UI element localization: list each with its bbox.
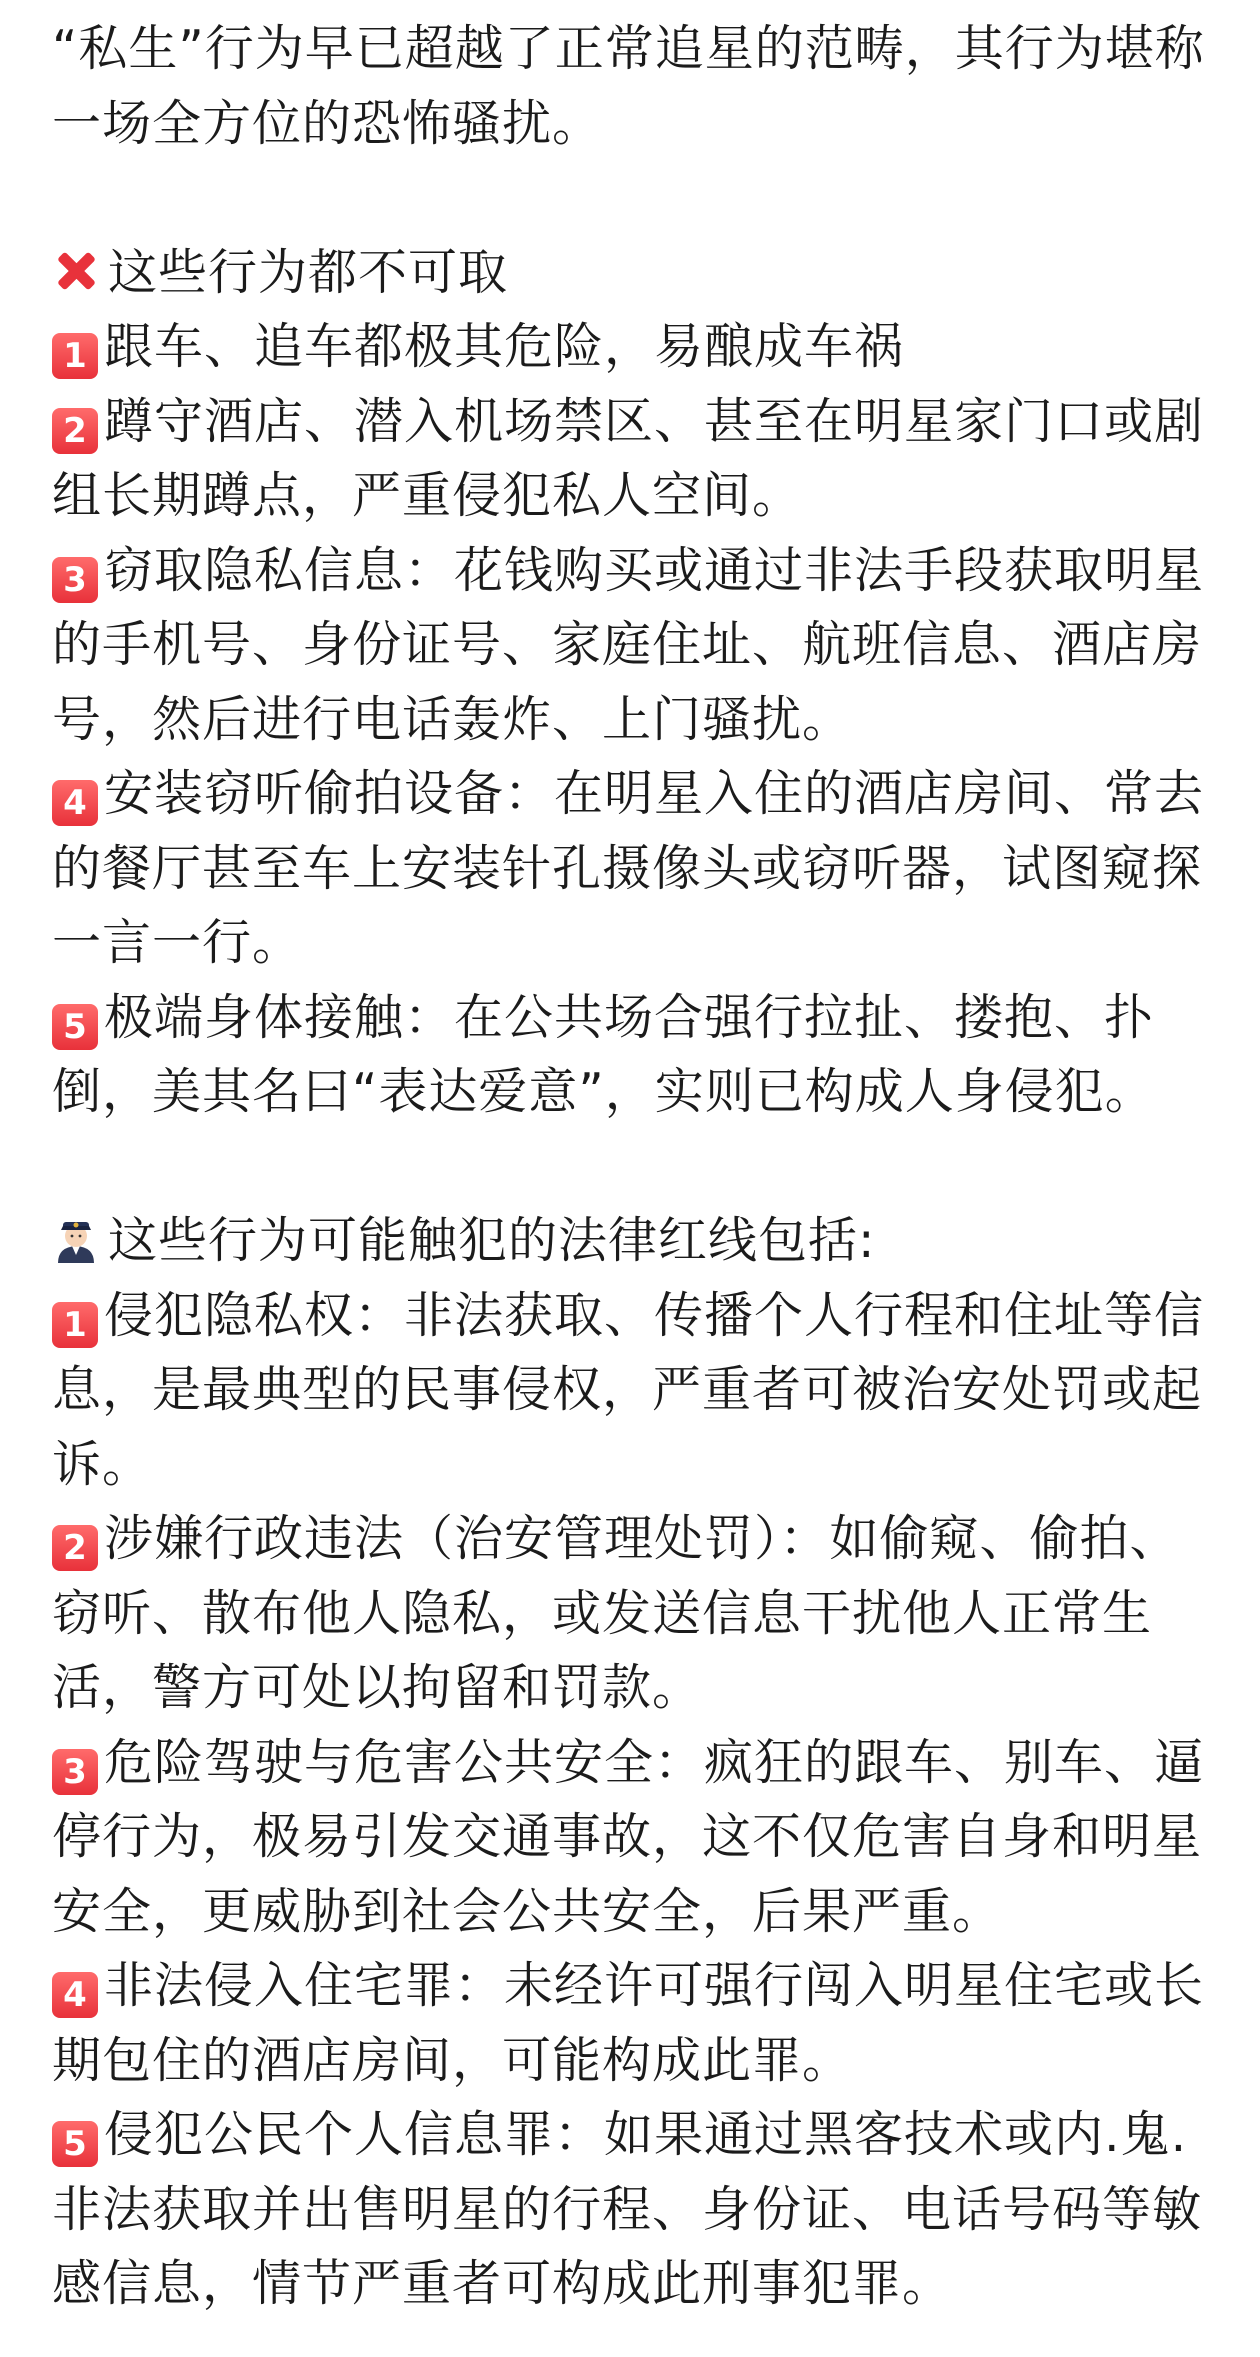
blank-line [52, 161, 1212, 236]
list-item-text: 蹲守酒店、潜入机场禁区、甚至在明星家门口或剧组长期蹲点，严重侵犯私人空间。 [52, 392, 1205, 524]
list-item [52, 1502, 1212, 1726]
cross-mark-icon [52, 247, 100, 295]
list-item-text: 危险驾驶与危害公共安全：疯狂的跟车、别车、逼停行为，极易引发交通事故，这不仅危害自身和明星安全，更威胁到社会公共安全，后果严重。 [52, 1733, 1205, 1940]
list-item [52, 310, 1212, 385]
police-officer-icon [52, 1212, 100, 1264]
list-item [52, 1279, 1212, 1503]
keycap-4-icon: 4 [52, 1972, 98, 2018]
keycap-5-icon: 5 [52, 2121, 98, 2167]
keycap-1-icon: 1 [52, 333, 98, 379]
list-item [52, 1949, 1212, 2098]
list-item-text: 侵犯公民个人信息罪：如果通过黑客技术或内.鬼.非法获取并出售明星的行程、身份证、电话号码等敏感信息，情节严重者可构成此刑事犯罪。 [52, 2106, 1203, 2312]
intro-paragraph: “私生”行为早已超越了正常追星的范畴，其行为堪称一场全方位的恐怖骚扰。 [52, 20, 1205, 152]
list-item-text: 跟车、追车都极其危险，易酿成车祸 [104, 318, 905, 375]
list-item-text: 涉嫌行政违法（治安管理处罚）：如偷窥、偷拍、窃听、散布他人隐私，或发送信息干扰他人正常生活，警方可处以拘留和罚款。 [52, 1510, 1180, 1716]
list-item-text: 极端身体接触：在公共场合强行拉扯、搂抱、扑倒，美其名曰“表达爱意”，实则已构成人身侵犯。 [52, 988, 1155, 1120]
keycap-4-icon: 4 [52, 780, 98, 826]
list-item-text: 窃取隐私信息：花钱购买或通过非法手段获取明星的手机号、身份证号、家庭住址、航班信息、酒店房号，然后进行电话轰炸、上门骚扰。 [52, 541, 1205, 748]
keycap-3-icon: 3 [52, 1749, 98, 1795]
list-item [52, 2098, 1212, 2322]
blank-line [52, 1130, 1212, 1205]
list-item-text: 非法侵入住宅罪：未经许可强行闯入明星住宅或长期包住的酒店房间，可能构成此罪。 [52, 1957, 1205, 2089]
list-item [52, 534, 1212, 758]
section2-heading [52, 1204, 1212, 1279]
keycap-2-icon: 2 [52, 1525, 98, 1571]
list-item-text: 侵犯隐私权：非法获取、传播个人行程和住址等信息，是最典型的民事侵权，严重者可被治安处罚或起诉。 [52, 1286, 1205, 1493]
article-body [52, 12, 1212, 2322]
list-item [52, 385, 1212, 534]
keycap-1-icon: 1 [52, 1302, 98, 1348]
list-item [52, 981, 1212, 1130]
section1-heading [52, 236, 1212, 311]
keycap-5-icon: 5 [52, 1004, 98, 1050]
section1-heading-text: 这些行为都不可取 [108, 243, 509, 301]
keycap-3-icon: 3 [52, 557, 98, 603]
keycap-2-icon: 2 [52, 408, 98, 454]
section2-heading-text: 这些行为可能触犯的法律红线包括: [108, 1212, 876, 1269]
list-item-text: 安装窃听偷拍设备：在明星入住的酒店房间、常去的餐厅甚至车上安装针孔摄像头或窃听器，试图窥探一言一行。 [52, 765, 1205, 971]
list-item [52, 1726, 1212, 1950]
list-item [52, 757, 1212, 981]
